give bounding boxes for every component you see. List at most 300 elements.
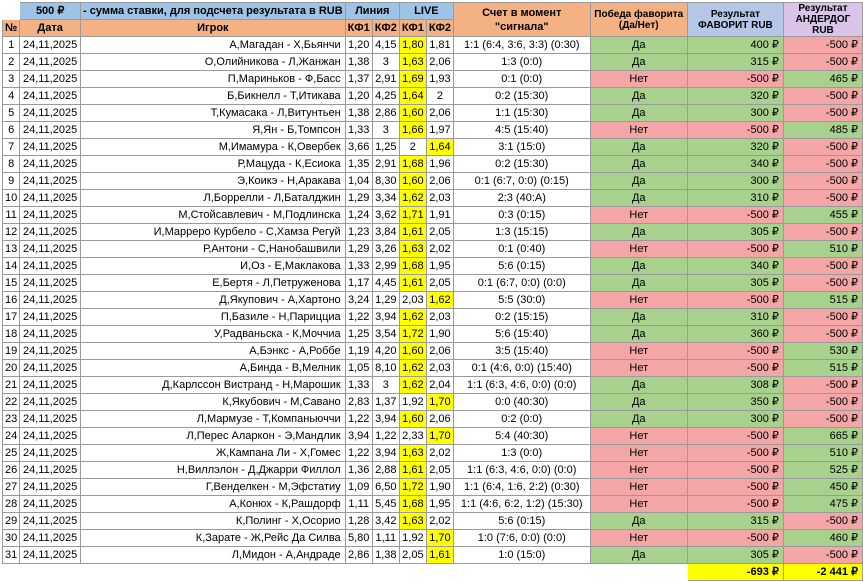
player-cell[interactable]: И,Оз - Е,Маклакова bbox=[81, 258, 346, 275]
score-cell[interactable]: 0:1 (4:6, 0:0) (15:40) bbox=[453, 360, 590, 377]
und-result-cell[interactable]: 450 ₽ bbox=[783, 479, 862, 496]
live-header[interactable]: LIVE bbox=[399, 3, 453, 20]
row-number-cell[interactable]: 21 bbox=[3, 377, 20, 394]
und-result-cell[interactable]: -500 ₽ bbox=[783, 139, 862, 156]
line-kf1-cell[interactable]: 1,29 bbox=[345, 241, 372, 258]
live-kf2-cell[interactable]: 1,90 bbox=[426, 479, 453, 496]
line-kf1-cell[interactable]: 1,24 bbox=[345, 207, 372, 224]
score-cell[interactable]: 1:1 (4:6, 6:2, 1:2) (15:30) bbox=[453, 496, 590, 513]
fav-result-cell[interactable]: 300 ₽ bbox=[687, 105, 783, 122]
und-result-cell[interactable]: -500 ₽ bbox=[783, 190, 862, 207]
live-kf1-cell[interactable]: 1,60 bbox=[399, 411, 426, 428]
fav-result-cell[interactable]: 400 ₽ bbox=[687, 37, 783, 54]
fav-win-cell[interactable]: Нет bbox=[590, 292, 687, 309]
fav-result-cell[interactable]: -500 ₽ bbox=[687, 530, 783, 547]
live-kf1-cell[interactable]: 1,92 bbox=[399, 530, 426, 547]
score-cell[interactable]: 0:1 (0:0) bbox=[453, 71, 590, 88]
fav-win-cell[interactable]: Нет bbox=[590, 530, 687, 547]
player-cell[interactable]: У,Радваньска - К,Моччиа bbox=[81, 326, 346, 343]
player-cell[interactable]: Б,Бикнелл - Т,Итикава bbox=[81, 88, 346, 105]
line-kf1-cell[interactable]: 1,11 bbox=[345, 496, 372, 513]
live-kf1-cell[interactable]: 1,63 bbox=[399, 54, 426, 71]
fav-win-cell[interactable]: Да bbox=[590, 309, 687, 326]
score-cell[interactable]: 0:2 (15:15) bbox=[453, 309, 590, 326]
row-number-cell[interactable]: 24 bbox=[3, 428, 20, 445]
fav-result-cell[interactable]: 305 ₽ bbox=[687, 547, 783, 564]
line-kf1-cell[interactable]: 1,36 bbox=[345, 462, 372, 479]
und-result-cell[interactable]: -500 ₽ bbox=[783, 105, 862, 122]
row-number-cell[interactable]: 31 bbox=[3, 547, 20, 564]
fav-result-cell[interactable]: 360 ₽ bbox=[687, 326, 783, 343]
live-kf2-cell[interactable]: 1,62 bbox=[426, 292, 453, 309]
fav-win-cell[interactable]: Да bbox=[590, 513, 687, 530]
row-number-cell[interactable]: 30 bbox=[3, 530, 20, 547]
row-number-cell[interactable]: 2 bbox=[3, 54, 20, 71]
live-kf1-cell[interactable]: 1,61 bbox=[399, 224, 426, 241]
score-cell[interactable]: 5:4 (40:30) bbox=[453, 428, 590, 445]
und-result-header[interactable]: Результат АНДЕРДОГ RUB bbox=[783, 3, 862, 37]
corner-cell[interactable] bbox=[3, 3, 20, 20]
score-cell[interactable]: 1:0 (7:6, 0:0) (0:0) bbox=[453, 530, 590, 547]
live-kf1-cell[interactable]: 1,72 bbox=[399, 326, 426, 343]
live-kf2-cell[interactable]: 1,91 bbox=[426, 207, 453, 224]
row-number-cell[interactable]: 17 bbox=[3, 309, 20, 326]
fav-result-cell[interactable]: -500 ₽ bbox=[687, 71, 783, 88]
date-cell[interactable]: 24,11,2025 bbox=[20, 360, 81, 377]
score-cell[interactable]: 1:3 (0:0) bbox=[453, 54, 590, 71]
row-number-cell[interactable]: 12 bbox=[3, 224, 20, 241]
line-kf2-cell[interactable]: 2,86 bbox=[372, 105, 399, 122]
score-cell[interactable]: 1:0 (15:0) bbox=[453, 547, 590, 564]
date-cell[interactable]: 24,11,2025 bbox=[20, 54, 81, 71]
score-cell[interactable]: 0:2 (15:30) bbox=[453, 88, 590, 105]
kf1-header[interactable]: КФ1 bbox=[345, 20, 372, 37]
line-kf2-cell[interactable]: 3,94 bbox=[372, 411, 399, 428]
fav-win-cell[interactable]: Нет bbox=[590, 207, 687, 224]
score-cell[interactable]: 1:1 (6:4, 1:6, 2:2) (0:30) bbox=[453, 479, 590, 496]
player-cell[interactable]: Р,Мацуда - К,Есиока bbox=[81, 156, 346, 173]
date-cell[interactable]: 24,11,2025 bbox=[20, 122, 81, 139]
live-kf2-cell[interactable]: 2,06 bbox=[426, 173, 453, 190]
date-cell[interactable]: 24,11,2025 bbox=[20, 428, 81, 445]
score-cell[interactable]: 0:2 (0:0) bbox=[453, 411, 590, 428]
line-kf2-cell[interactable]: 2,99 bbox=[372, 258, 399, 275]
row-number-cell[interactable]: 28 bbox=[3, 496, 20, 513]
row-number-cell[interactable]: 8 bbox=[3, 156, 20, 173]
fav-win-cell[interactable]: Да bbox=[590, 190, 687, 207]
fav-win-cell[interactable]: Нет bbox=[590, 241, 687, 258]
fav-win-cell[interactable]: Да bbox=[590, 139, 687, 156]
player-cell[interactable]: К,Якубович - М,Савано bbox=[81, 394, 346, 411]
date-cell[interactable]: 24,11,2025 bbox=[20, 105, 81, 122]
line-kf2-cell[interactable]: 3 bbox=[372, 122, 399, 139]
line-kf2-cell[interactable]: 1,37 bbox=[372, 394, 399, 411]
player-cell[interactable]: И,Марреро Курбело - С,Хамза Регуй bbox=[81, 224, 346, 241]
line-kf1-cell[interactable]: 1,20 bbox=[345, 88, 372, 105]
line-kf1-cell[interactable]: 1,33 bbox=[345, 258, 372, 275]
line-kf1-cell[interactable]: 1,22 bbox=[345, 411, 372, 428]
line-kf1-cell[interactable]: 3,94 bbox=[345, 428, 372, 445]
player-cell[interactable]: П,Базиле - Н,Парицциа bbox=[81, 309, 346, 326]
player-cell[interactable]: Э,Коикэ - Н,Аракава bbox=[81, 173, 346, 190]
line-kf2-cell[interactable]: 1,29 bbox=[372, 292, 399, 309]
line-kf1-cell[interactable]: 1,22 bbox=[345, 309, 372, 326]
date-cell[interactable]: 24,11,2025 bbox=[20, 37, 81, 54]
live-kf1-cell[interactable]: 1,68 bbox=[399, 156, 426, 173]
fav-win-cell[interactable]: Нет bbox=[590, 428, 687, 445]
line-kf2-cell[interactable]: 3 bbox=[372, 377, 399, 394]
und-result-cell[interactable]: -500 ₽ bbox=[783, 173, 862, 190]
live-kf1-cell[interactable]: 1,68 bbox=[399, 258, 426, 275]
score-cell[interactable]: 0:2 (15:30) bbox=[453, 156, 590, 173]
row-number-cell[interactable]: 9 bbox=[3, 173, 20, 190]
row-number-cell[interactable]: 16 bbox=[3, 292, 20, 309]
player-cell[interactable]: О,Олийникова - Л,Жанжан bbox=[81, 54, 346, 71]
und-result-cell[interactable]: 485 ₽ bbox=[783, 122, 862, 139]
line-kf1-cell[interactable]: 1,29 bbox=[345, 190, 372, 207]
fav-win-cell[interactable]: Нет bbox=[590, 445, 687, 462]
live-kf2-cell[interactable]: 2,03 bbox=[426, 190, 453, 207]
row-number-cell[interactable]: 5 bbox=[3, 105, 20, 122]
fav-result-cell[interactable]: -500 ₽ bbox=[687, 207, 783, 224]
und-result-cell[interactable]: -500 ₽ bbox=[783, 513, 862, 530]
live-kf1-header[interactable]: КФ1 bbox=[399, 20, 426, 37]
line-kf1-cell[interactable]: 1,19 bbox=[345, 343, 372, 360]
und-result-cell[interactable]: 530 ₽ bbox=[783, 343, 862, 360]
line-kf2-cell[interactable]: 3,94 bbox=[372, 445, 399, 462]
score-cell[interactable]: 1:3 (0:0) bbox=[453, 445, 590, 462]
date-cell[interactable]: 24,11,2025 bbox=[20, 547, 81, 564]
row-number-cell[interactable]: 19 bbox=[3, 343, 20, 360]
live-kf2-header[interactable]: КФ2 bbox=[426, 20, 453, 37]
player-cell[interactable]: Л,Перес Аларкон - Э,Мандлик bbox=[81, 428, 346, 445]
fav-result-cell[interactable]: 315 ₽ bbox=[687, 513, 783, 530]
live-kf2-cell[interactable]: 1,81 bbox=[426, 37, 453, 54]
line-kf2-cell[interactable]: 3,54 bbox=[372, 326, 399, 343]
score-cell[interactable]: 1:3 (15:15) bbox=[453, 224, 590, 241]
line-kf1-cell[interactable]: 1,17 bbox=[345, 275, 372, 292]
date-cell[interactable]: 24,11,2025 bbox=[20, 496, 81, 513]
live-kf2-cell[interactable]: 1,70 bbox=[426, 394, 453, 411]
row-number-cell[interactable]: 10 bbox=[3, 190, 20, 207]
player-cell[interactable]: М,Стойсавлевич - М,Подлинска bbox=[81, 207, 346, 224]
fav-result-cell[interactable]: -500 ₽ bbox=[687, 343, 783, 360]
live-kf1-cell[interactable]: 2,03 bbox=[399, 292, 426, 309]
score-cell[interactable]: 1:1 (15:30) bbox=[453, 105, 590, 122]
und-result-cell[interactable]: 460 ₽ bbox=[783, 530, 862, 547]
date-cell[interactable]: 24,11,2025 bbox=[20, 309, 81, 326]
live-kf2-cell[interactable]: 2,05 bbox=[426, 275, 453, 292]
live-kf1-cell[interactable]: 1,66 bbox=[399, 122, 426, 139]
score-cell[interactable]: 1:1 (6:3, 4:6, 0:0) (0:0) bbox=[453, 377, 590, 394]
stake-cell[interactable]: 500 ₽ bbox=[20, 3, 81, 20]
player-cell[interactable]: Л,Мармузе - Т,Компаньюччи bbox=[81, 411, 346, 428]
line-kf1-cell[interactable]: 1,04 bbox=[345, 173, 372, 190]
date-cell[interactable]: 24,11,2025 bbox=[20, 71, 81, 88]
fav-result-cell[interactable]: 350 ₽ bbox=[687, 394, 783, 411]
line-kf2-cell[interactable]: 2,91 bbox=[372, 156, 399, 173]
fav-result-cell[interactable]: -500 ₽ bbox=[687, 479, 783, 496]
fav-result-cell[interactable]: 305 ₽ bbox=[687, 275, 783, 292]
player-cell[interactable]: М,Имамура - К,Овербек bbox=[81, 139, 346, 156]
line-kf1-cell[interactable]: 3,66 bbox=[345, 139, 372, 156]
line-kf2-cell[interactable]: 3,62 bbox=[372, 207, 399, 224]
fav-win-cell[interactable]: Нет bbox=[590, 71, 687, 88]
score-cell[interactable]: 3:5 (15:40) bbox=[453, 343, 590, 360]
und-result-cell[interactable]: 515 ₽ bbox=[783, 360, 862, 377]
line-kf1-cell[interactable]: 1,33 bbox=[345, 377, 372, 394]
date-cell[interactable]: 24,11,2025 bbox=[20, 377, 81, 394]
player-cell[interactable]: Я,Ян - Б,Томпсон bbox=[81, 122, 346, 139]
live-kf2-cell[interactable]: 1,61 bbox=[426, 547, 453, 564]
line-kf1-cell[interactable]: 1,22 bbox=[345, 445, 372, 462]
live-kf1-cell[interactable]: 2 bbox=[399, 139, 426, 156]
und-result-cell[interactable]: 510 ₽ bbox=[783, 445, 862, 462]
und-result-cell[interactable]: -500 ₽ bbox=[783, 309, 862, 326]
und-result-cell[interactable]: 475 ₽ bbox=[783, 496, 862, 513]
line-kf2-cell[interactable]: 3,84 bbox=[372, 224, 399, 241]
fav-result-cell[interactable]: -500 ₽ bbox=[687, 292, 783, 309]
score-cell[interactable]: 1:1 (6:3, 4:6, 0:0) (0:0) bbox=[453, 462, 590, 479]
live-kf1-cell[interactable]: 1,92 bbox=[399, 394, 426, 411]
line-kf2-cell[interactable]: 1,38 bbox=[372, 547, 399, 564]
fav-result-cell[interactable]: 315 ₽ bbox=[687, 54, 783, 71]
date-cell[interactable]: 24,11,2025 bbox=[20, 292, 81, 309]
fav-result-cell[interactable]: -500 ₽ bbox=[687, 445, 783, 462]
row-number-cell[interactable]: 25 bbox=[3, 445, 20, 462]
live-kf1-cell[interactable]: 1,62 bbox=[399, 360, 426, 377]
live-kf2-cell[interactable]: 2,02 bbox=[426, 513, 453, 530]
live-kf1-cell[interactable]: 2,33 bbox=[399, 428, 426, 445]
und-result-cell[interactable]: -500 ₽ bbox=[783, 37, 862, 54]
score-cell[interactable]: 4:5 (15:40) bbox=[453, 122, 590, 139]
live-kf2-cell[interactable]: 2,05 bbox=[426, 224, 453, 241]
player-cell[interactable]: Л,Мидон - А,Андраде bbox=[81, 547, 346, 564]
player-cell[interactable]: К,Зарате - Ж,Рейс Да Силва bbox=[81, 530, 346, 547]
line-kf2-cell[interactable]: 4,15 bbox=[372, 37, 399, 54]
fav-win-cell[interactable]: Нет bbox=[590, 360, 687, 377]
player-cell[interactable]: А,Конюх - К,Рашдорф bbox=[81, 496, 346, 513]
row-number-cell[interactable]: 14 bbox=[3, 258, 20, 275]
fav-win-cell[interactable]: Да bbox=[590, 224, 687, 241]
live-kf1-cell[interactable]: 1,60 bbox=[399, 105, 426, 122]
live-kf2-cell[interactable]: 2,03 bbox=[426, 309, 453, 326]
live-kf1-cell[interactable]: 1,63 bbox=[399, 241, 426, 258]
row-number-cell[interactable]: 29 bbox=[3, 513, 20, 530]
live-kf2-cell[interactable]: 2,04 bbox=[426, 377, 453, 394]
row-number-cell[interactable]: 13 bbox=[3, 241, 20, 258]
stake-note[interactable]: - сумма ставки, для подсчета результата в RUB bbox=[81, 3, 346, 20]
live-kf1-cell[interactable]: 1,61 bbox=[399, 462, 426, 479]
line-header[interactable]: Линия bbox=[345, 3, 399, 20]
line-kf1-cell[interactable]: 1,38 bbox=[345, 54, 372, 71]
line-kf1-cell[interactable]: 1,09 bbox=[345, 479, 372, 496]
row-number-cell[interactable]: 1 bbox=[3, 37, 20, 54]
row-number-cell[interactable]: 4 bbox=[3, 88, 20, 105]
date-cell[interactable]: 24,11,2025 bbox=[20, 88, 81, 105]
line-kf2-cell[interactable]: 4,25 bbox=[372, 88, 399, 105]
und-result-cell[interactable]: -500 ₽ bbox=[783, 156, 862, 173]
date-cell[interactable]: 24,11,2025 bbox=[20, 343, 81, 360]
line-kf1-cell[interactable]: 1,33 bbox=[345, 122, 372, 139]
line-kf2-cell[interactable]: 1,25 bbox=[372, 139, 399, 156]
und-result-cell[interactable]: 665 ₽ bbox=[783, 428, 862, 445]
live-kf1-cell[interactable]: 1,68 bbox=[399, 496, 426, 513]
fav-result-cell[interactable]: 320 ₽ bbox=[687, 88, 783, 105]
player-cell[interactable]: Н,Виллэлон - Д,Джарри Филлол bbox=[81, 462, 346, 479]
fav-result-cell[interactable]: 308 ₽ bbox=[687, 377, 783, 394]
score-cell[interactable]: 1:1 (6:4, 3:6, 3:3) (0:30) bbox=[453, 37, 590, 54]
live-kf1-cell[interactable]: 1,60 bbox=[399, 343, 426, 360]
live-kf2-cell[interactable]: 2,05 bbox=[426, 462, 453, 479]
date-cell[interactable]: 24,11,2025 bbox=[20, 513, 81, 530]
fav-win-cell[interactable]: Да bbox=[590, 258, 687, 275]
row-number-cell[interactable]: 15 bbox=[3, 275, 20, 292]
line-kf2-cell[interactable]: 2,88 bbox=[372, 462, 399, 479]
fav-win-cell[interactable]: Да bbox=[590, 88, 687, 105]
live-kf2-cell[interactable]: 1,97 bbox=[426, 122, 453, 139]
live-kf2-cell[interactable]: 1,90 bbox=[426, 326, 453, 343]
line-kf1-cell[interactable]: 1,28 bbox=[345, 513, 372, 530]
fav-win-cell[interactable]: Да bbox=[590, 37, 687, 54]
score-cell[interactable]: 0:3 (0:15) bbox=[453, 207, 590, 224]
und-result-cell[interactable]: -500 ₽ bbox=[783, 54, 862, 71]
total-fav-cell[interactable]: -693 ₽ bbox=[687, 564, 783, 581]
score-cell[interactable]: 5:6 (0:15) bbox=[453, 513, 590, 530]
player-cell[interactable]: Е,Бертя - Л,Петруженова bbox=[81, 275, 346, 292]
und-result-cell[interactable]: -500 ₽ bbox=[783, 547, 862, 564]
live-kf2-cell[interactable]: 2,06 bbox=[426, 105, 453, 122]
line-kf1-cell[interactable]: 1,38 bbox=[345, 105, 372, 122]
fav-result-cell[interactable]: 340 ₽ bbox=[687, 156, 783, 173]
live-kf2-cell[interactable]: 2 bbox=[426, 88, 453, 105]
player-cell[interactable]: П,Мариньков - Ф,Басс bbox=[81, 71, 346, 88]
fav-win-cell[interactable]: Да bbox=[590, 275, 687, 292]
score-cell[interactable]: 0:0 (40:30) bbox=[453, 394, 590, 411]
fav-result-cell[interactable]: -500 ₽ bbox=[687, 360, 783, 377]
player-cell[interactable]: Д,Карлссон Вистранд - Н,Марошик bbox=[81, 377, 346, 394]
fav-win-cell[interactable]: Да bbox=[590, 105, 687, 122]
line-kf1-cell[interactable]: 2,86 bbox=[345, 547, 372, 564]
date-cell[interactable]: 24,11,2025 bbox=[20, 462, 81, 479]
row-number-cell[interactable]: 27 bbox=[3, 479, 20, 496]
score-cell[interactable]: 3:1 (15:0) bbox=[453, 139, 590, 156]
line-kf2-cell[interactable]: 3,26 bbox=[372, 241, 399, 258]
date-cell[interactable]: 24,11,2025 bbox=[20, 326, 81, 343]
date-cell[interactable]: 24,11,2025 bbox=[20, 173, 81, 190]
fav-win-cell[interactable]: Нет bbox=[590, 496, 687, 513]
fav-result-cell[interactable]: 300 ₽ bbox=[687, 173, 783, 190]
row-number-cell[interactable]: 11 bbox=[3, 207, 20, 224]
row-number-cell[interactable]: 7 bbox=[3, 139, 20, 156]
date-cell[interactable]: 24,11,2025 bbox=[20, 190, 81, 207]
live-kf2-cell[interactable]: 2,06 bbox=[426, 343, 453, 360]
line-kf1-cell[interactable]: 1,37 bbox=[345, 71, 372, 88]
live-kf1-cell[interactable]: 1,60 bbox=[399, 173, 426, 190]
line-kf1-cell[interactable]: 1,35 bbox=[345, 156, 372, 173]
line-kf1-cell[interactable]: 1,23 bbox=[345, 224, 372, 241]
line-kf1-cell[interactable]: 5,80 bbox=[345, 530, 372, 547]
row-number-cell[interactable]: 22 bbox=[3, 394, 20, 411]
row-number-cell[interactable]: 26 bbox=[3, 462, 20, 479]
score-cell[interactable]: 0:1 (0:40) bbox=[453, 241, 590, 258]
line-kf2-cell[interactable]: 3 bbox=[372, 54, 399, 71]
date-cell[interactable]: 24,11,2025 bbox=[20, 275, 81, 292]
line-kf2-cell[interactable]: 1,11 bbox=[372, 530, 399, 547]
live-kf2-cell[interactable]: 1,70 bbox=[426, 428, 453, 445]
live-kf2-cell[interactable]: 1,93 bbox=[426, 71, 453, 88]
line-kf2-cell[interactable]: 3,34 bbox=[372, 190, 399, 207]
line-kf2-cell[interactable]: 2,91 bbox=[372, 71, 399, 88]
line-kf1-cell[interactable]: 1,05 bbox=[345, 360, 372, 377]
live-kf1-cell[interactable]: 1,80 bbox=[399, 37, 426, 54]
date-cell[interactable]: 24,11,2025 bbox=[20, 156, 81, 173]
date-cell[interactable]: 24,11,2025 bbox=[20, 530, 81, 547]
total-und-cell[interactable]: -2 441 ₽ bbox=[783, 564, 862, 581]
live-kf1-cell[interactable]: 2,05 bbox=[399, 547, 426, 564]
und-result-cell[interactable]: -500 ₽ bbox=[783, 88, 862, 105]
fav-result-header[interactable]: Результат ФАВОРИТ RUB bbox=[687, 3, 783, 37]
line-kf1-cell[interactable]: 3,24 bbox=[345, 292, 372, 309]
line-kf1-cell[interactable]: 1,25 bbox=[345, 326, 372, 343]
fav-result-cell[interactable]: -500 ₽ bbox=[687, 428, 783, 445]
line-kf2-cell[interactable]: 8,30 bbox=[372, 173, 399, 190]
row-number-cell[interactable]: 20 bbox=[3, 360, 20, 377]
live-kf2-cell[interactable]: 2,02 bbox=[426, 241, 453, 258]
line-kf2-cell[interactable]: 3,42 bbox=[372, 513, 399, 530]
live-kf2-cell[interactable]: 2,02 bbox=[426, 445, 453, 462]
date-cell[interactable]: 24,11,2025 bbox=[20, 411, 81, 428]
fav-win-cell[interactable]: Нет bbox=[590, 122, 687, 139]
live-kf1-cell[interactable]: 1,62 bbox=[399, 309, 426, 326]
live-kf1-cell[interactable]: 1,64 bbox=[399, 88, 426, 105]
line-kf2-cell[interactable]: 6,50 bbox=[372, 479, 399, 496]
fav-win-header[interactable]: Победа фаворита (Да/Нет) bbox=[590, 3, 687, 37]
live-kf1-cell[interactable]: 1,72 bbox=[399, 479, 426, 496]
fav-win-cell[interactable]: Нет bbox=[590, 343, 687, 360]
row-number-cell[interactable]: 23 bbox=[3, 411, 20, 428]
live-kf1-cell[interactable]: 1,62 bbox=[399, 190, 426, 207]
kf2-header[interactable]: КФ2 bbox=[372, 20, 399, 37]
fav-win-cell[interactable]: Нет bbox=[590, 462, 687, 479]
player-cell[interactable]: К,Полинг - Х,Осорио bbox=[81, 513, 346, 530]
score-cell[interactable]: 0:1 (6:7, 0:0) (0:15) bbox=[453, 173, 590, 190]
und-result-cell[interactable]: 465 ₽ bbox=[783, 71, 862, 88]
fav-result-cell[interactable]: -500 ₽ bbox=[687, 122, 783, 139]
fav-result-cell[interactable]: 340 ₽ bbox=[687, 258, 783, 275]
live-kf2-cell[interactable]: 1,64 bbox=[426, 139, 453, 156]
date-cell[interactable]: 24,11,2025 bbox=[20, 241, 81, 258]
player-cell[interactable]: Д,Якупович - А,Хартоно bbox=[81, 292, 346, 309]
line-kf2-cell[interactable]: 3,94 bbox=[372, 309, 399, 326]
live-kf1-cell[interactable]: 1,61 bbox=[399, 275, 426, 292]
score-header[interactable]: Счет в момент "сигнала" bbox=[453, 3, 590, 37]
line-kf2-cell[interactable]: 8,10 bbox=[372, 360, 399, 377]
live-kf1-cell[interactable]: 1,71 bbox=[399, 207, 426, 224]
score-cell[interactable]: 5:5 (30:0) bbox=[453, 292, 590, 309]
live-kf2-cell[interactable]: 1,95 bbox=[426, 258, 453, 275]
und-result-cell[interactable]: -500 ₽ bbox=[783, 377, 862, 394]
fav-result-cell[interactable]: -500 ₽ bbox=[687, 241, 783, 258]
live-kf1-cell[interactable]: 1,62 bbox=[399, 377, 426, 394]
fav-result-cell[interactable]: -500 ₽ bbox=[687, 496, 783, 513]
fav-win-cell[interactable]: Да bbox=[590, 394, 687, 411]
fav-result-cell[interactable]: 300 ₽ bbox=[687, 411, 783, 428]
line-kf2-cell[interactable]: 1,22 bbox=[372, 428, 399, 445]
und-result-cell[interactable]: -500 ₽ bbox=[783, 258, 862, 275]
row-number-cell[interactable]: 18 bbox=[3, 326, 20, 343]
fav-win-cell[interactable]: Да bbox=[590, 54, 687, 71]
